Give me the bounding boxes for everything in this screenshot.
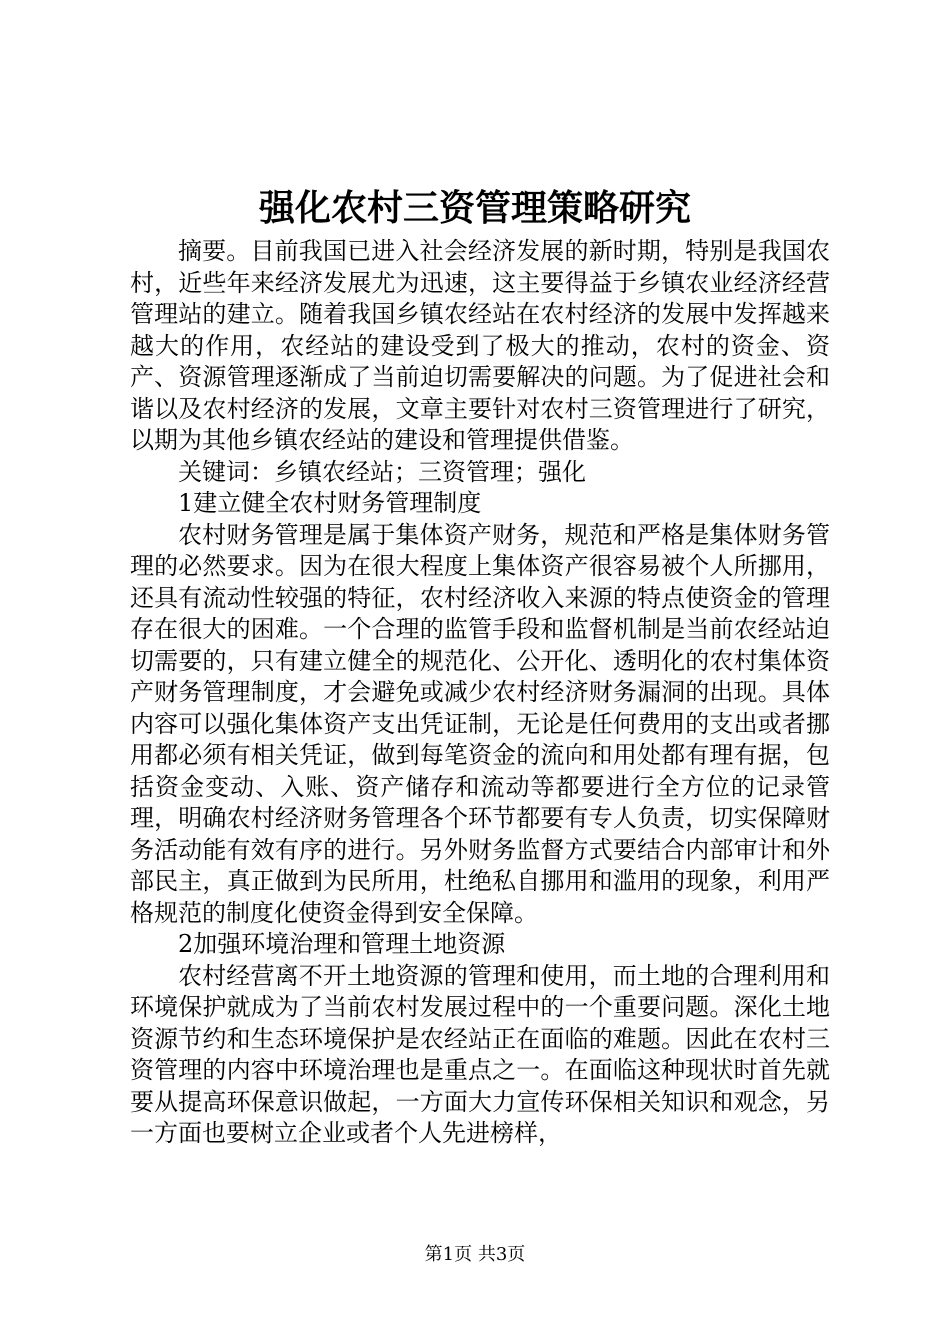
section-1-paragraph: 农村财务管理是属于集体资产财务，规范和严格是集体财务管理的必然要求。因为在很大程度上集体资产很容易被个人所挪用，还具有流动性较强的特征，农村经济收入来源的特点使资金的管理存在很大的困难。一个合理的监管手段和监督机制是当前农经站迫切需要的，只有建立健全的规范化、公开化、透明化的农村集体资产财务管理制度，才会避免或减少农村经济财务漏洞的出现。具体内容可以强化集体资产支出凭证制，无论是任何费用的支出或者挪用都必须有相关凭证，做到每笔资金的流向和用处都有理有据，包括资金变动、入账、资产储存和流动等都要进行全方位的记录管理，明确农村经济财务管理各个环节都要有专人负责，切实保障财务活动能有效有序的进行。另外财务监督方式要结合内部审计和外部民主，真正做到为民所用，杜绝私自挪用和滥用的现象，利用严格规范的制度化使资金得到安全保障。 — [130, 520, 830, 927]
section-1-heading: 1建立健全农村财务管理制度 — [178, 489, 482, 517]
section-2-heading: 2加强环境治理和管理土地资源 — [178, 930, 506, 958]
abstract-paragraph: 摘要。目前我国已进入社会经济发展的新时期，特别是我国农村，近些年来经济发展尤为迅速，这主要得益于乡镇农业经济经营管理站的建立。随着我国乡镇农经站在农村经济的发展中发挥越来越大的作用，农经站的建设受到了极大的推动，农村的资金、资产、资源管理逐渐成了当前迫切需要解决的问题。为了促进社会和谐以及农村经济的发展，文章主要针对农村三资管理进行了研究，以期为其他乡镇农经站的建设和管理提供借鉴。 — [130, 237, 830, 454]
keywords-line: 关键词：乡镇农经站；三资管理；强化 — [178, 457, 586, 486]
document-body — [130, 236, 830, 1150]
section-2-paragraph: 农村经营离不开土地资源的管理和使用，而土地的合理利用和环境保护就成为了当前农村发展过程中的一个重要问题。深化土地资源节约和生态环境保护是农经站正在面临的难题。因此在农村三资管理的内容中环境治理也是重点之一。在面临这种现状时首先就要从提高环保意识做起，一方面大力宣传环保相关知识和观念，另一方面也要树立企业或者个人先进榜样， — [130, 961, 830, 1147]
page-footer: 第1页 共3页 — [424, 1244, 526, 1265]
document-title: 强化农村三资管理策略研究 — [258, 187, 691, 229]
